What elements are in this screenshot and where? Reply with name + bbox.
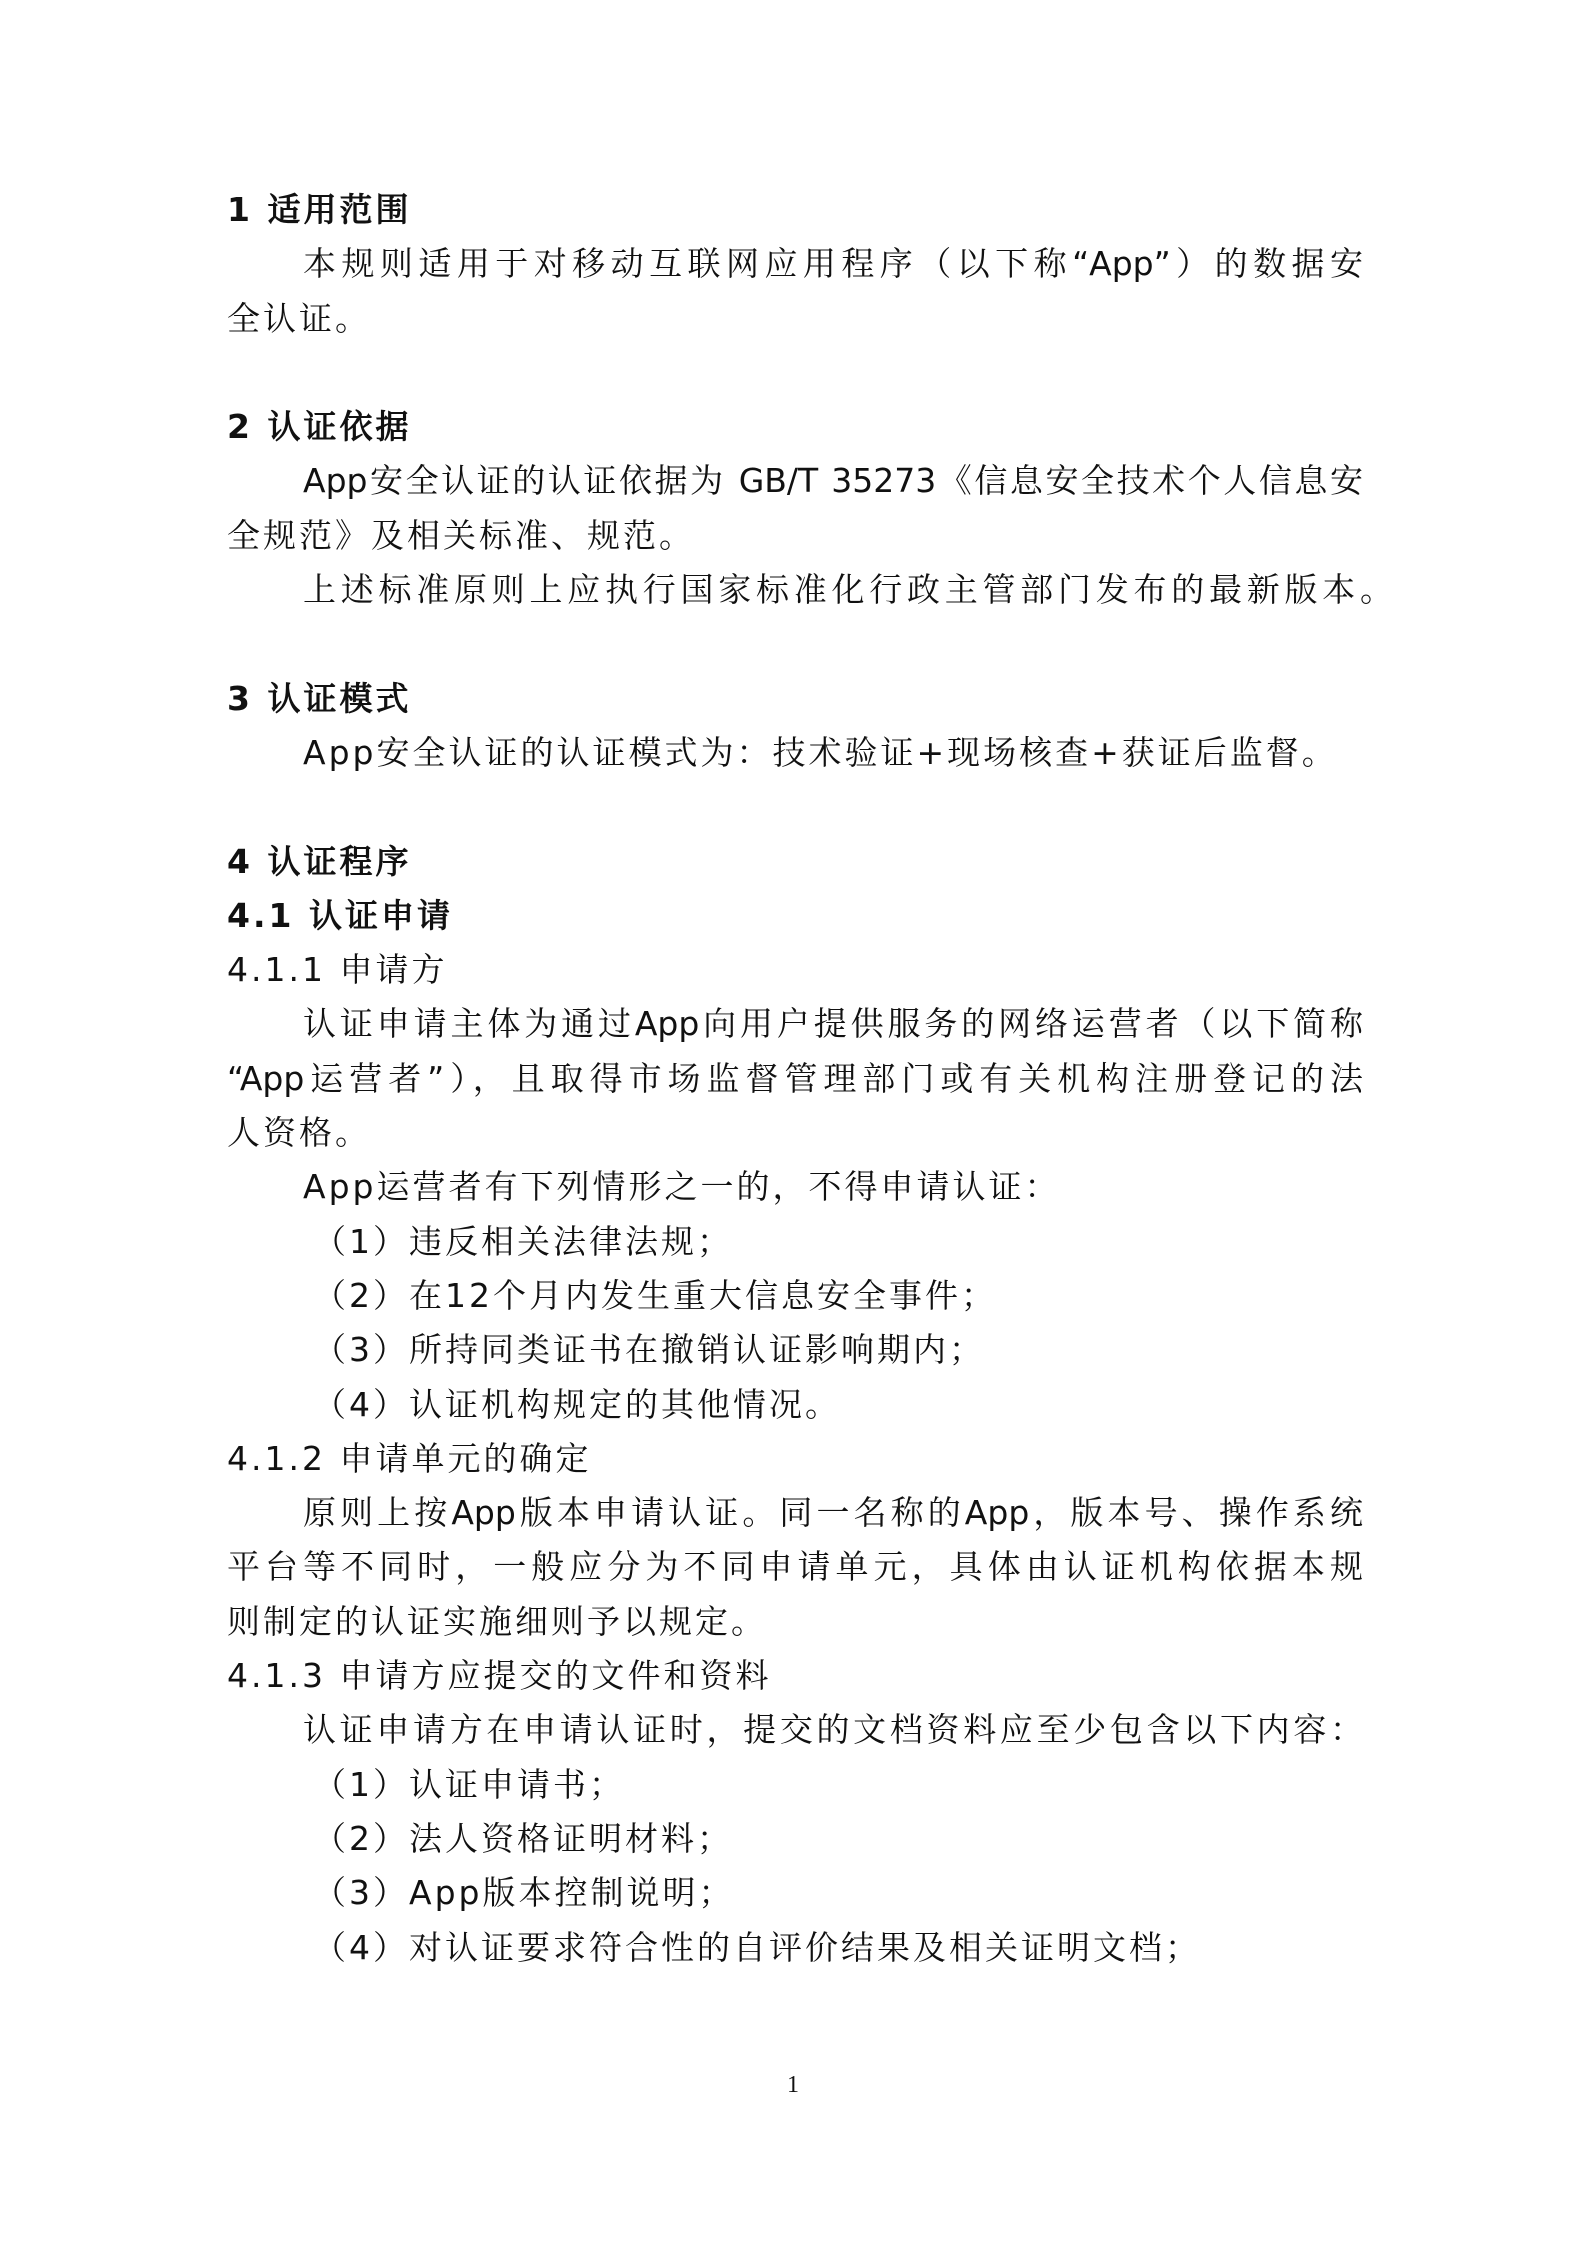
paragraph-line: 认证申请主体为通过App向用户提供服务的网络运营者（以下简称 [303, 1004, 1363, 1044]
blank-line [227, 780, 1363, 834]
section-heading: 1 适用范围 [227, 190, 412, 229]
list-item: （2）在12个月内发生重大信息安全事件； [313, 1275, 997, 1315]
list-item: （1）违反相关法律法规； [313, 1221, 733, 1261]
subsubsection-heading: 4.1.3 申请方应提交的文件和资料 [227, 1656, 772, 1696]
list-item: （1）认证申请书； [313, 1764, 625, 1804]
list-item: （3）所持同类证书在撤销认证影响期内； [313, 1330, 985, 1370]
blank-line [227, 346, 1363, 400]
list-item: （4）对认证要求符合性的自评价结果及相关证明文档； [313, 1927, 1201, 1967]
paragraph-line: 全认证。 [227, 298, 371, 338]
subsubsection-heading: 4.1.1 申请方 [227, 950, 448, 990]
list-item: （3）App版本控制说明； [313, 1873, 735, 1913]
document-body [227, 183, 1393, 1975]
paragraph-line: 则制定的认证实施细则予以规定。 [227, 1601, 767, 1641]
paragraph-line: 平台等不同时，一般应分为不同申请单元，具体由认证机构依据本规 [227, 1547, 1363, 1587]
paragraph-line: App安全认证的认证模式为：技术验证+现场核查+获证后监督。 [303, 732, 1338, 772]
paragraph-line: 人资格。 [227, 1113, 371, 1153]
list-item: （2）法人资格证明材料； [313, 1818, 733, 1858]
section-heading: 3 认证模式 [227, 678, 412, 718]
paragraph-line: App运营者有下列情形之一的，不得申请认证： [303, 1167, 1061, 1207]
paragraph-line: 本规则适用于对移动互联网应用程序（以下称“App”）的数据安 [303, 244, 1363, 284]
paragraph-line: 全规范》及相关标准、规范。 [227, 515, 695, 555]
section-heading: 2 认证依据 [227, 407, 412, 447]
blank-line [227, 617, 1363, 671]
list-item: （4）认证机构规定的其他情况。 [313, 1384, 841, 1424]
paragraph-line: 原则上按App版本申请认证。同一名称的App，版本号、操作系统 [303, 1493, 1363, 1533]
paragraph-line: 上述标准原则上应执行国家标准化行政主管部门发布的最新版本。 [303, 570, 1393, 610]
paragraph-line: “App运营者”），且取得市场监督管理部门或有关机构注册登记的法 [227, 1058, 1363, 1098]
subsubsection-heading: 4.1.2 申请单元的确定 [227, 1438, 592, 1478]
page-number: 1 [787, 2072, 799, 2098]
paragraph-line: App安全认证的认证依据为 GB/T 35273《信息安全技术个人信息安 [303, 461, 1363, 501]
section-heading: 4 认证程序 [227, 841, 412, 881]
subsection-heading: 4.1 认证申请 [227, 895, 453, 935]
paragraph-line: 认证申请方在申请认证时，提交的文档资料应至少包含以下内容： [303, 1710, 1363, 1750]
